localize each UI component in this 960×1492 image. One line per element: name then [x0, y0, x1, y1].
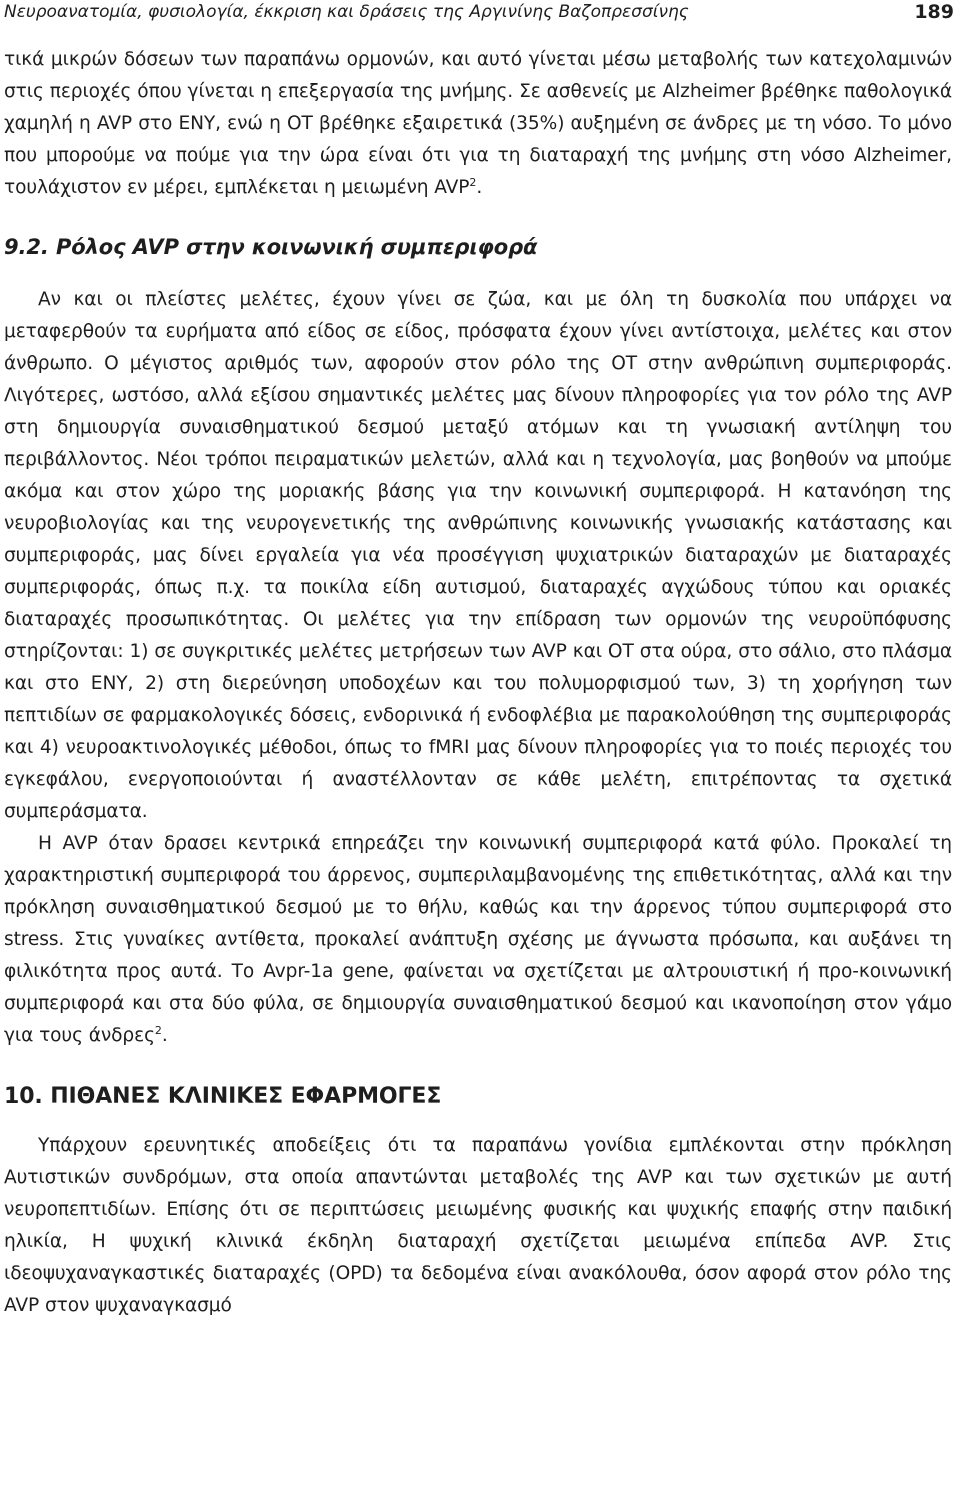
subsection-paragraph-2-text: Η AVP όταν δρασει κεντρικά επηρεάζει την κοινωνική συμπεριφορά κατά φύλο. Προκαλεί τη χαρακτηριστική συμπεριφορά του άρρενος, συμπεριλαμβανομένης της επιθετικότητας, αλλά και την πρόκληση συναισθηματικού δεσμού με το θήλυ, καθώς και την άρρενος τύπου συμπεριφορά στο stress. Στις γυναίκες αντίθετα, προκαλεί ανάπτυξη σχέσης με άγνωστα πρόσωπα, και αυξάνει τη φιλικότητα προς αυτά. Το Avpr-1a gene, φαίνεται να σχετίζεται με αλτρουιστική ή προ-κοινωνική συμπεριφορά και στα δύο φύλα, σε δημιουργία συναισθηματικού δεσμού και ικανοποίηση στον γάμο για τους άνδρες	[4, 833, 952, 1046]
running-header-title: Νευροανατομία, φυσιολογία, έκκριση και δράσεις της Αργινίνης Βαζοπρεσσίνης	[4, 2, 689, 22]
subsection-paragraph-2-end: .	[161, 1025, 168, 1046]
continuation-end: .	[476, 177, 483, 198]
subsection-paragraph-2	[4, 828, 952, 1052]
page-body	[4, 44, 952, 1322]
citation-ref: 2	[154, 1024, 162, 1037]
subsection-paragraph-1: Αν και οι πλείστες μελέτες, έχουν γίνει σε ζώα, και με όλη τη δυσκολία που υπάρχει να μεταφερθούν τα ευρήματα από είδος σε είδος, πρόσφατα έχουν γίνει αντίστοιχα, μελέτες και στον άνθρωπο. Ο μέγιστος αριθμός των, αφορούν στον ρόλο της ΟΤ στην ανθρώπινη συμπεριφοράς. Λιγότερες, ωστόσο, αλλά εξίσου σημαντικές μελέτες μας δίνουν πληροφορίες για τον ρόλο της AVP στη δημιουργία συναισθηματικού δεσμού μεταξύ ατόμων και τη γνωσιακή αντίληψη του περιβάλλοντος. Νέοι τρόποι πειραματικών μελετών, αλλά και η τεχνολογία, μας βοηθούν να μπούμε ακόμα και στον χώρο της μοριακής βάσης για την κοινωνική συμπεριφορά. Η κατανόηση της νευροβιολογίας και της νευρογενετικής της ανθρώπινης κοινωνικής γνωσιακής κατάστασης και συμπεριφοράς, μας δίνει εργαλεία για νέα προσέγγιση ψυχιατρικών διαταραχών με διαταραχές συμπεριφοράς, όπως π.χ. τα ποικίλα είδη αυτισμού, διαταραχές αγχώδους τύπου και οριακές διαταραχές προσωπικότητας. Οι μελέτες για την επίδραση των ορμονών της νευροϋπόφυσης στηρίζονται: 1) σε συγκριτικές μελέτες μετρήσεων των AVP και ΟΤ στα ούρα, στο σάλιο, στο πλάσμα και στο ΕΝΥ, 2) στη διερεύνηση υποδοχέων και του πολυμορφισμού των, 3) τη χορήγηση των πεπτιδίων σε φαρμακολογικές δόσεις, ενδορινικά ή ενδοφλέβια με παρακολούθηση της συμπεριφοράς και 4) νευροακτινολογικές μέθοδοι, όπως το fMRI μας δίνουν πληροφορίες για το ποιές περιοχές του εγκεφάλου, ενεργοποιούνται ή αναστέλλονταν σε κάθε μελέτη, επιτρέποντας τα σχετικά συμπεράσματα.	[4, 289, 952, 822]
subsection-heading: 9.2. Ρόλος AVP στην κοινωνική συμπεριφορά	[4, 235, 538, 259]
running-header	[4, 0, 954, 26]
citation-ref: 2	[469, 176, 477, 189]
section-heading: 10. ΠΙΘΑΝΕΣ ΚΛΙΝΙΚΕΣ ΕΦΑΡΜΟΓΕΣ	[4, 1084, 442, 1109]
continuation-text: τικά μικρών δόσεων των παραπάνω ορμονών, και αυτό γίνεται μέσω μεταβολής των κατεχολαμινών στις περιοχές όπου γίνεται η επεξεργασία της μνήμης. Σε ασθενείς με Alzheimer βρέθηκε παθολογικά χαμηλή η AVP στο ΕΝΥ, ενώ η ΟΤ βρέθηκε εξαιρετικά (35%) αυξημένη σε άνδρες με τη νόσο. Το μόνο που μπορούμε να πούμε για την ώρα είναι ότι για τη διαταραχή της μνήμης στη νόσο Alzheimer, τουλάχιστον εν μέρει, εμπλέκεται η μειωμένη AVP	[4, 49, 952, 198]
section-paragraph-1: Υπάρχουν ερευνητικές αποδείξεις ότι τα παραπάνω γονίδια εμπλέκονται στην πρόκληση Αυτιστικών συνδρόμων, στα οποία απαντώνται μεταβολές της AVP και των σχετικών με αυτή νευροπεπτιδίων. Επίσης ότι σε περιπτώσεις μειωμένης φυσικής και ψυχικής επαφής στην παιδική ηλικία, Η ψυχική κλινικά έκδηλη διαταραχή σχετίζεται μειωμένα επίπεδα AVP. Στις ιδεοψυχαναγκαστικές διαταραχές (OPD) τα δεδομένα είναι ανακόλουθα, όσον αφορά στον ρόλο της AVP στον ψυχαναγκασμό	[4, 1135, 952, 1316]
page-number: 189	[914, 1, 954, 23]
continuation-paragraph	[4, 44, 952, 204]
